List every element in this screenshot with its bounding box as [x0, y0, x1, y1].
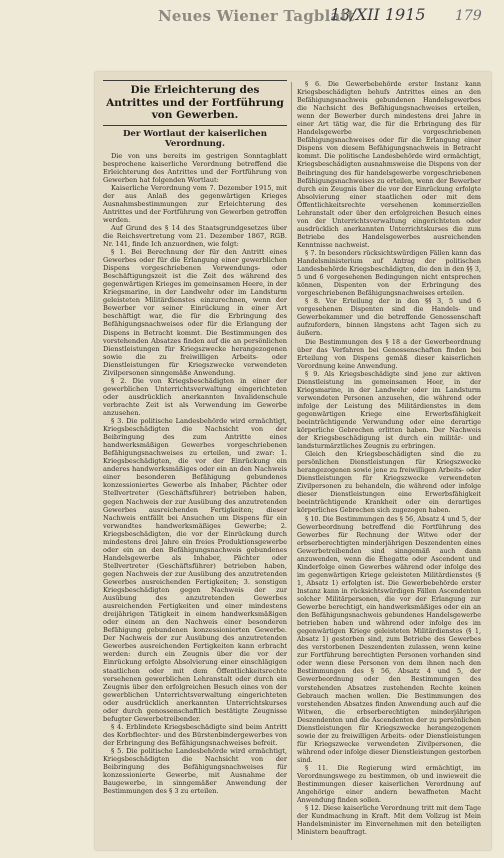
article-clipping	[95, 72, 491, 850]
page-header	[0, 0, 504, 40]
newspaper-name: Neues Wiener Tagblatt	[158, 7, 355, 25]
article-title-box	[103, 80, 287, 126]
article-paragraph: § 10. Die Bestimmungen des § 56, Absatz 4 und 5, der Gewerbeordnung betreffend die Fortführung des Gewerbes für Rechnung der Witwe oder der erbserberechtigten minderjährigen Deszendenten eines Gewerbetreibenden sind sinngemäß auch dann anzuwenden, wenn die Ehegatte oder Ascendent und Kinderfolge einen Gewerbes während oder infolge des im gegenwärtigen Kriege geleisteten Militärdienstes (§ 1, Absatz 1) erfolgten ist. Die Gewerbebehörde erster Instanz kann in rücksichtswürdigen Fällen Ascendenten solcher Militärpersonen, die vor der Erlangung zur Gewerbe berechtigt, ein handwerksmäßiges oder ein an den Befähigungsnachweis gebundenes Handelsgewerbe betrieben haben und während oder infolge des im gegenwärtigen Kriege geleisteten Militärdienstes (§ 1, Absatz 1) gestorben sind, zum Betriebe des Gewerbes des verstorbenen Deszendenten zulassen, wenn keine zur Fortführung berechtigten Personen vorhanden sind oder wenn diese Personen von dem ihnen nach den Bestimmungen des § 56, Absatz 4 und 5, der Gewerbeordnung oder den Bestimmungen des vorstehenden Absatzes zustehenden Rechte keinen Gebrauch machen wollen. Die Bestimmungen des vorstehenden Absatzes finden Anwendung auch auf die Witwen, die erbserberechtigten minderjährigen Deszendenten und die Ascendenten der zu persönlichen Dienstleistungen für Kriegszwecke herangezogenen sowie der zu freiwilligen Arbeits- oder Dienstleistungen für Kriegszwecke verwendeten Zivilpersonen, die während oder infolge dieser Dienstleistungen gestorben sind.	[297, 514, 481, 764]
article-paragraph: § 11. Die Regierung wird ermächtigt, im Verordnungswege zu bestimmen, ob und inwieweit die Bestimmungen dieser kaiserlichen Verordnung auf Angehörige einer andern bewaffneten Macht Anwendung finden sollen.	[297, 763, 481, 805]
column-divider	[291, 82, 292, 840]
article-paragraph: § 12. Diese kaiserliche Verordnung tritt mit dem Tage der Kundmachung in Kraft. Mit dem Vollzug ist Mein Handelsminister im Einvernehmen mit den beteiligten Ministern beauftragt.	[297, 804, 481, 837]
article-paragraph: § 3. Die politische Landesbehörde wird ermächtigt, Kriegsbeschädigten die Nachsicht von der Beibringung des zum Antritte eines handwerksmäßigen Gewerbes vorgeschriebenen Befähigungsnachweises zu erteilen, und zwar: 1. Kriegsbeschädigten, die vor der Einrückung ein anderes handwerksmäßiges oder ein an den Nachweis einer besonderen Befähigung gebundenes konzessioniertes Gewerbe als Inhaber, Pächter oder Stellvertreter (Geschäftsführer) betrieben haben, gegen Nachweis der zur Ausübung des anzutretenden Gewerbes ausreichenden Fertigkeiten; dieser Nachweis entfällt bei Ansuchen um Dispens für ein verwandtes handwerksmäßiges Gewerbe; 2. Kriegsbeschädigten, die vor der Einrückung durch mindestens drei Jahre ein freies Produktionsgewerbe oder ein an den Befähigungsnachweis gebundenes Handelsgewerbe als Inhaber, Pächter oder Stellvertreter (Geschäftsführer) betrieben haben, gegen Nachweis der zur Ausübung des anzutretenden Gewerbes ausreichenden Fertigkeiten; 3. sonstigen Kriegsbeschädigten gegen Nachweis der zur Ausübung des anzutretenden Gewerbes ausreichenden Fertigkeiten und einer mindestens dreijährigen Tätigkeit in einem handwerksmäßigen oder einem an den Nachweis einer besonderen Befähigung gebundenen konzessionierten Gewerbe. Der Nachweis der zur Ausübung des anzutretenden Gewerbes ausreichenden Fertigkeiten kann erbracht werden: durch ein Zeugnis über die vor der Einrückung erfolgte Absolvierung einer einschlägigen staatlichen oder mit dem Öffentlichkeitsrechte versehenen gewerblichen Lehranstalt oder durch ein Zeugnis über den erfolgreichen Besuch eines von der gewerblichen Unterrichtsverwaltung eingerichteten oder ausdrücklich anerkannten Unterrichtskurses oder durch genossenschaftlich bestätigte Zeugnisse befugter Gewerbetreibender.	[103, 417, 287, 723]
article-subtitle: Der Wortlaut der kaiserlichen Verordnung.	[122, 128, 267, 149]
article-paragraph: Kaiserliche Verordnung vom 7. Dezember 1915, mit der aus Anlaß des gegenwärtigen Krieges Ausnahmsbestimmungen zur Erleichterung des Antrittes und der Fortführung von Gewerben getroffen werden.	[103, 183, 287, 224]
article-right-column	[297, 80, 481, 844]
article-paragraph: Die Bestimmungen des § 18 a der Gewerbeordnung über das Verfahren bei Genossenschaften finden bei Erteilung von Dispens gemäß dieser kaiserlichen Verordnung keine Anwendung.	[297, 337, 481, 370]
article-paragraph: § 2. Die von Kriegsbeschädigten in einer der gewerblichen Unterrichtsverwaltung eingerichteten oder ausdrücklich anerkannten Invalidenschule verbrachte Zeit ist als Verwendung im Gewerbe anzusehen.	[103, 376, 287, 417]
article-paragraph: Die von uns bereits im gestrigen Sonntagblatt besprochene kaiserliche Verordnung betreffend die Erleichterung des Antrittes und der Fortführung von Gewerben hat folgenden Wortlaut:	[103, 151, 287, 184]
handwritten-page-number: 179	[455, 8, 482, 24]
article-paragraph: § 5. Die politische Landesbehörde wird ermächtigt, Kriegsbeschädigten die Nachsicht von der Beibringung des Befähigungsnachweises für konzessionierte Gewerbe, mit Ausnahme der Baugewerbe, in sinngemäßer Anwendung der Bestimmungen des § 3 zu erteilen.	[103, 746, 287, 796]
article-left-column	[103, 80, 287, 844]
handwritten-date: 13/XII 1915	[330, 5, 426, 24]
article-paragraph: § 9. Als Kriegsbeschädigte sind jene zur aktiven Dienstleistung im gemeinsamen Heer, in der Kriegsmarine, in der Landwehr oder im Landsturm verwendeten Personen anzusehen, die während oder infolge der Leistung des Militärdienstes in dem gegenwärtigen Kriege eine Erwerbsfähigkeit beeinträchtigende Verwundung oder eine derartige körperliche Gebrechen erlitten haben. Der Nachweis der Kriegsbeschädigung ist durch ein militär- und landsturmärztliches Zeugnis zu erbringen.	[297, 369, 481, 451]
article-paragraph: § 4. Erblindete Kriegsbeschädigte sind beim Antritt des Korbflechter- und des Bürstenbindergewerbes von der Erbringung des Befähigungsnachweises befreit.	[103, 722, 287, 747]
article-paragraph: § 8. Vor Erteilung der in den §§ 3, 5 und 6 vorgesehenen Dispenten sind die Handels- und Gewerbekammer und die betreffende Genossenschaft aufzufordern, binnen längstens acht Tagen sich zu äußern.	[297, 297, 481, 338]
article-paragraph: Gleich den Kriegsbeschädigten sind die zu persönlichen Dienstleistungen für Kriegszwecke herangezogenen sowie jene zu freiwilligen Arbeits- oder Dienstleistungen für Kriegszwecke verwendeten Zivilpersonen zu behandeln, die während oder infolge dieser Dienstleistungen eine Erwerbsfähigkeit beeinträchtigende Krankheit oder ein derartiges körperliches Gebrechen sich zugezogen haben.	[297, 450, 481, 515]
article-paragraph: Auf Grund des § 14 des Staatsgrundgesetzes über die Reichsvertretung vom 21. Dezember 1867, RGB. Nr. 141, finde Ich anzuordnen, wie folgt:	[103, 223, 287, 249]
article-paragraph: § 6. Die Gewerbebehörde erster Instanz kann Kriegsbeschädigten behufs Antrittes eines an den Befähigungsnachweis gebundenen Handelsgewerbes die Nachsicht des Befähigungsnachweises erteilen, wenn der Bewerber durch mindestens drei Jahre in einer Art tätig war, die für die Erbringung des für Handelsgewerbe vorgeschriebenen Befähigungsnachweises oder für die Erlangung einer Dispens von diesem Befähigungsnachweis in Betracht kommt. Die politische Landesbehörde wird ermächtigt, Kriegsbeschädigten ausnahmsweise die Dispens von der Beibringung des für handelsgewerbe vorgeschriebenen Befähigungsnachweises zu erteilen, wenn der Bewerber durch ein Zeugnis über die vor der Einrückung erfolgte Absolvierung einer staatlichen oder mit dem Öffentlichkeitsrechte versehenen kommerziellen Lehranstalt oder über den erfolgreichen Besuch eines von der Unterrichtsverwaltung eingerichteten oder ausdrücklich anerkannten Unterrichtskurses die zum Betriebe des Handelsgewerbes ausreichenden Kenntnisse nachweist.	[297, 80, 481, 249]
article-paragraph: § 7. In besonders rücksichtswürdigen Fällen kann das Handelsministerium auf Antrag der politischen Landesbehörde Kriegsbeschädigten, die den in den §§ 3, 5 und 6 vorgesehenen Bedingungen nicht entsprechen können, Dispenten von der Erbringung des vorgeschriebenen Befähigungsnachweises erteilen.	[297, 248, 481, 298]
article-paragraph: § 1. Bei Berechnung der für den Antritt eines Gewerbes oder für die Erlangung einer gewerblichen Dispens vorgeschriebenen Verwendungs- oder Beschäftigungszeit ist die Zeit des während des gegenwärtigen Krieges im gemeinsamen Heere, in der Kriegsmarine, in der Landwehr oder im Landsturm geleisteten Militärdienstes einzurechnen, wenn der Bewerber vor seiner Einrückung in einer Art beschäftigt war, die für die Erbringung des Befähigungsnachweises oder für die Erlangung der Dispens in Betracht kommt. Die Bestimmungen des vorstehenden Absatzes finden auf die an persönlichen Dienstleistungen für Kriegszwecke herangezogenen sowie die zu freiwilligen Arbeits- oder Dienstleistungen für Kriegszwecke verwendeten Zivilpersonen sinngemäße Anwendung.	[103, 248, 287, 377]
article-title: Die Erleichterung des Antrittes und der Fortführung von Gewerben.	[106, 84, 284, 121]
